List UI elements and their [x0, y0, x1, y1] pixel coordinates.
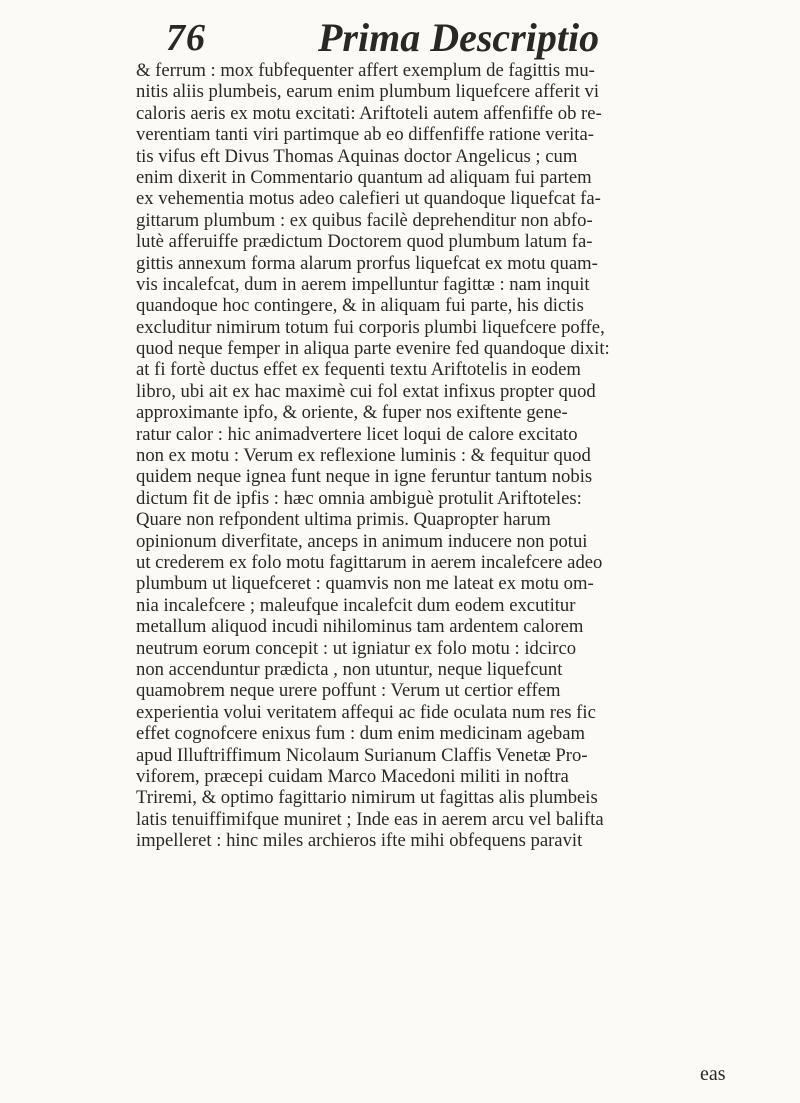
text-line: opinionum diverfitate, anceps in animum inducere non potui: [136, 530, 588, 552]
text-line: gittarum plumbum : ex quibus facilè deprehenditur non abfo-: [136, 209, 593, 231]
text-line: ratur calor : hic animadvertere licet loqui de calore excitato: [136, 423, 578, 445]
text-line: impelleret : hinc miles archieros ifte mihi obfequens paravit: [136, 830, 583, 852]
running-head: Prima Descriptio: [318, 15, 600, 60]
page-number: 76: [166, 17, 206, 59]
text-line: neutrum eorum concepit : ut igniatur ex folo motu : idcirco: [136, 637, 577, 659]
text-line: enim dixerit in Commentario quantum ad aliquam fui partem: [136, 166, 592, 188]
catchword: eas: [700, 1063, 726, 1085]
text-line: caloris aeris ex motu excitati: Ariftoteli autem affenfiffe ob re-: [136, 102, 602, 124]
text-line: dictum fit de ipfis : hæc omnia ambiguè protulit Ariftoteles:: [136, 487, 582, 509]
text-line: metallum aliquod incudi nihilominus tam ardentem calorem: [136, 616, 584, 638]
text-line: quamobrem neque urere poffunt : Verum ut certior effem: [136, 680, 561, 702]
text-line: experientia volui veritatem affequi ac fide oculata num res fic: [136, 701, 596, 723]
text-line: plumbum ut liquefceret : quamvis non me lateat ex motu om-: [136, 573, 594, 595]
text-line: effet cognofcere enixus fum : dum enim medicinam agebam: [136, 723, 586, 745]
text-line: non accenduntur prædicta , non utuntur, neque liquefcunt: [136, 658, 563, 680]
text-line: libro, ubi ait ex hac maximè cui fol extat infixus propter quod: [136, 380, 596, 402]
text-line: & ferrum : mox fubfequenter affert exemplum de fagittis mu-: [136, 60, 595, 81]
text-line: quidem neque ignea funt neque in igne feruntur tantum nobis: [136, 466, 593, 488]
text-line: ex vehementia motus adeo calefieri ut quandoque liquefcat fa-: [136, 188, 601, 210]
text-line: quod neque femper in aliqua parte evenire fed quandoque dixit:: [136, 338, 610, 360]
text-line: gittis annexum forma alarum prorfus liquefcat ex motu quam-: [136, 252, 598, 274]
text-line: ut crederem ex folo motu fagittarum in aerem incalefcere adeo: [136, 551, 603, 573]
text-line: at fi fortè ductus effet ex fequenti textu Ariftotelis in eodem: [136, 359, 581, 381]
text-line: quandoque hoc contingere, & in aliquam fui parte, his dictis: [136, 295, 584, 317]
text-line: apud Illuftriffimum Nicolaum Surianum Claffis Venetæ Pro-: [136, 744, 588, 766]
text-line: tis vifus eft Divus Thomas Aquinas doctor Angelicus ; cum: [136, 145, 578, 167]
text-line: Triremi, & optimo fagittario nimirum ut fagittas alis plumbeis: [136, 787, 598, 809]
text-line: Quare non refpondent ultima primis. Quapropter harum: [136, 509, 551, 531]
text-line: vis incalefcat, dum in aerem impelluntur fagittæ : nam inquit: [136, 273, 590, 295]
text-line: viforem, præcepi cuidam Marco Macedoni militi in noftra: [136, 765, 569, 787]
text-line: approximante ipfo, & oriente, & fuper nos exiftente gene-: [136, 402, 568, 424]
text-line: nitis aliis plumbeis, earum enim plumbum liquefcere afferit vi: [136, 81, 600, 103]
body-text: [136, 60, 776, 851]
text-line: verentiam tanti viri partimque ab eo diffenfiffe ratione verita-: [136, 124, 594, 146]
text-line: excluditur nimirum totum fui corporis plumbi liquefcere poffe,: [136, 316, 605, 338]
text-line: nia incalefcere ; maleufque incalefcit dum eodem excutitur: [136, 594, 576, 616]
text-line: non ex motu : Verum ex reflexione luminis : & fequitur quod: [136, 445, 591, 467]
text-line: lutè afferuiffe prædictum Doctorem quod plumbum latum fa-: [136, 231, 593, 253]
text-line: latis tenuiffimifque muniret ; Inde eas in aerem arcu vel balifta: [136, 808, 604, 830]
